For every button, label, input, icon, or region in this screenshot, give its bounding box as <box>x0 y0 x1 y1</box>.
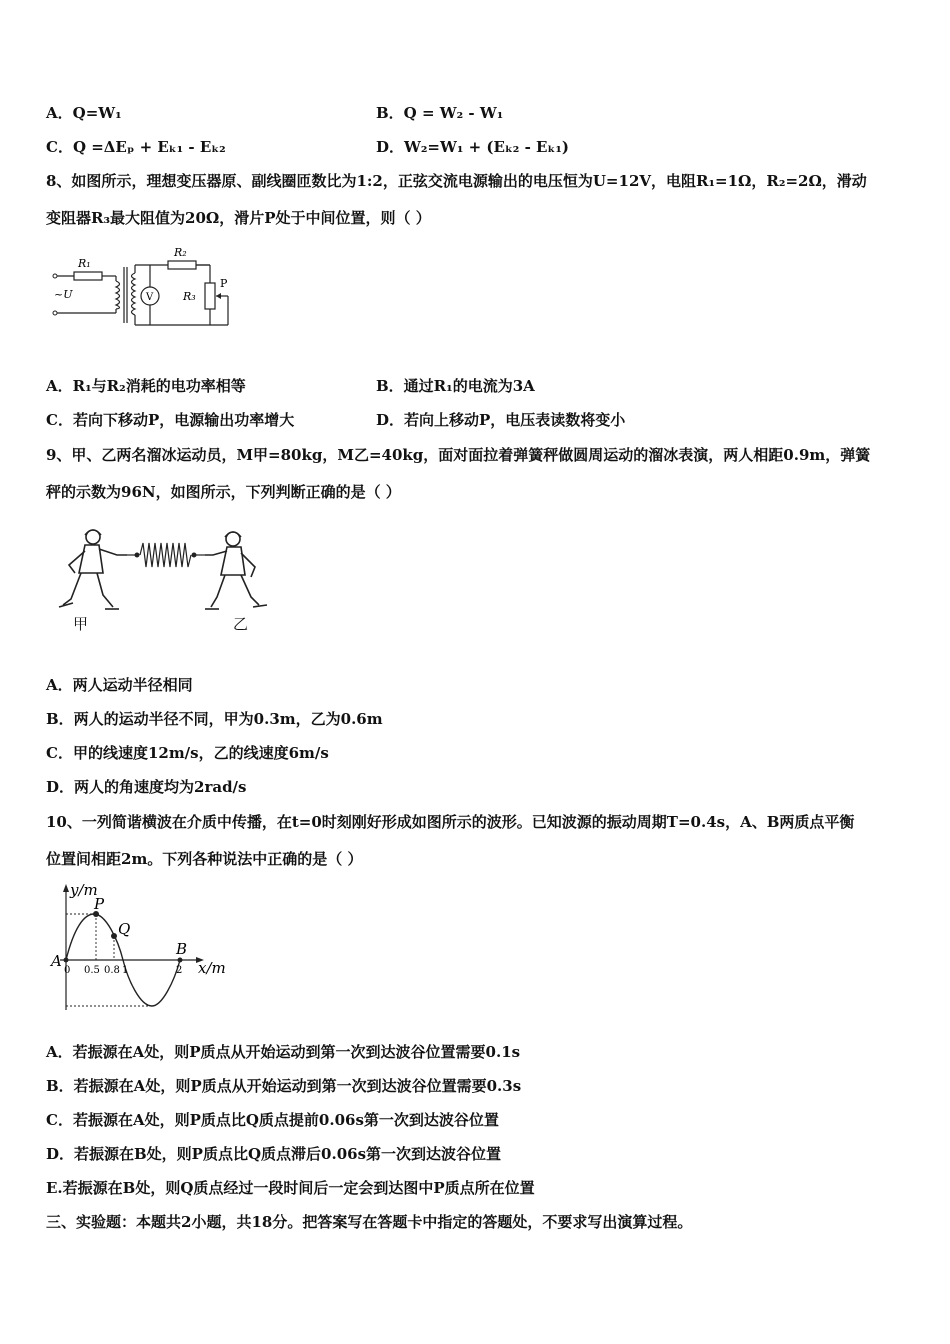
q10-option-c: C．若振源在A处，则P质点比Q质点提前0.06s第一次到达波谷位置 <box>46 1111 499 1129</box>
q8-option-b: B．通过R₁的电流为3A <box>376 377 535 395</box>
q9-option-c: C．甲的线速度12m/s，乙的线速度6m/s <box>46 744 329 762</box>
q8-option-d: D．若向上移动P，电压表读数将变小 <box>376 411 626 429</box>
tick-2: 2 <box>176 965 183 976</box>
q8-stem-line2: 变阻器R₃最大阻值为20Ω，滑片P处于中间位置，则（ ） <box>46 209 431 227</box>
label-yi: 乙 <box>233 615 249 633</box>
q9-skaters-figure <box>55 525 275 635</box>
tick-0: 0 <box>64 965 71 976</box>
voltmeter-label: V <box>146 292 154 303</box>
q9-stem-line1: 9、甲、乙两名溜冰运动员，M甲=80kg，M乙=40kg，面对面拉着弹簧秤做圆周运动的溜冰表演，两人相距0.9m，弹簧 <box>46 446 871 464</box>
r3-label: R₃ <box>183 290 196 303</box>
r3-rheostat <box>205 283 215 309</box>
point-q <box>111 933 117 939</box>
label-b: B <box>176 940 188 958</box>
section3-heading: 三、实验题：本题共2小题，共18分。把答案写在答题卡中指定的答题处，不要求写出演算过程。 <box>46 1213 693 1231</box>
primary-coil <box>116 281 120 309</box>
q7-option-c: C．Q =ΔEₚ + Eₖ₁ - Eₖ₂ <box>46 138 226 156</box>
slider-label: P <box>220 277 228 290</box>
r1-resistor <box>74 272 102 280</box>
skater-jia <box>59 530 127 609</box>
q7-option-b: B．Q = W₂ - W₁ <box>376 104 504 122</box>
q10-option-d: D．若振源在B处，则P质点比Q质点滞后0.06s第一次到达波谷位置 <box>46 1145 502 1163</box>
spring <box>140 543 191 567</box>
point-a <box>64 958 69 963</box>
tick-0-8: 0.8 <box>104 965 120 976</box>
q7-option-a: A．Q=W₁ <box>46 104 122 122</box>
y-axis-label: y/m <box>70 881 98 899</box>
q9-option-d: D．两人的角速度均为2rad/s <box>46 778 247 796</box>
q10-stem-line2: 位置间相距2m。下列各种说法中正确的是（ ） <box>46 850 363 868</box>
source-label: ~U <box>54 288 73 301</box>
q8-circuit-figure <box>50 243 250 338</box>
q10-stem-line1: 10、一列简谐横波在介质中传播，在t=0时刻刚好形成如图所示的波形。已知波源的振动周期T=0.4s，A、B两质点平衡 <box>46 813 855 831</box>
r1-label: R₁ <box>78 257 91 270</box>
label-jia: 甲 <box>73 615 89 633</box>
q9-stem-line2: 秤的示数为96N，如图所示，下列判断正确的是（ ） <box>46 483 401 501</box>
r2-label: R₂ <box>174 246 187 259</box>
q8-option-c: C．若向下移动P，电源输出功率增大 <box>46 411 295 429</box>
x-axis-label: x/m <box>198 959 226 977</box>
tick-1: 1 <box>122 965 129 976</box>
q9-option-b: B．两人的运动半径不同，甲为0.3m，乙为0.6m <box>46 710 383 728</box>
q10-wave-figure <box>48 878 238 1018</box>
point-b <box>178 958 183 963</box>
skater-yi <box>205 532 267 609</box>
tick-0-5: 0.5 <box>84 965 100 976</box>
q8-option-a: A．R₁与R₂消耗的电功率相等 <box>46 377 246 395</box>
q10-option-e: E.若振源在B处，则Q质点经过一段时间后一定会到达图中P质点所在位置 <box>46 1179 535 1197</box>
r2-resistor <box>168 261 196 269</box>
q9-option-a: A．两人运动半径相同 <box>46 676 193 694</box>
label-p: P <box>94 895 105 913</box>
q8-stem-line1: 8、如图所示，理想变压器原、副线圈匝数比为1:2，正弦交流电源输出的电压恒为U=12V，电阻R₁=1Ω，R₂=2Ω，滑动 <box>46 172 867 190</box>
q7-option-d: D．W₂=W₁ + (Eₖ₂ - Eₖ₁) <box>376 138 569 156</box>
q10-option-a: A．若振源在A处，则P质点从开始运动到第一次到达波谷位置需要0.1s <box>46 1043 521 1061</box>
q10-option-b: B．若振源在A处，则P质点从开始运动到第一次到达波谷位置需要0.3s <box>46 1077 522 1095</box>
label-a: A <box>51 952 62 970</box>
label-q: Q <box>118 920 131 938</box>
secondary-coil <box>132 273 136 315</box>
